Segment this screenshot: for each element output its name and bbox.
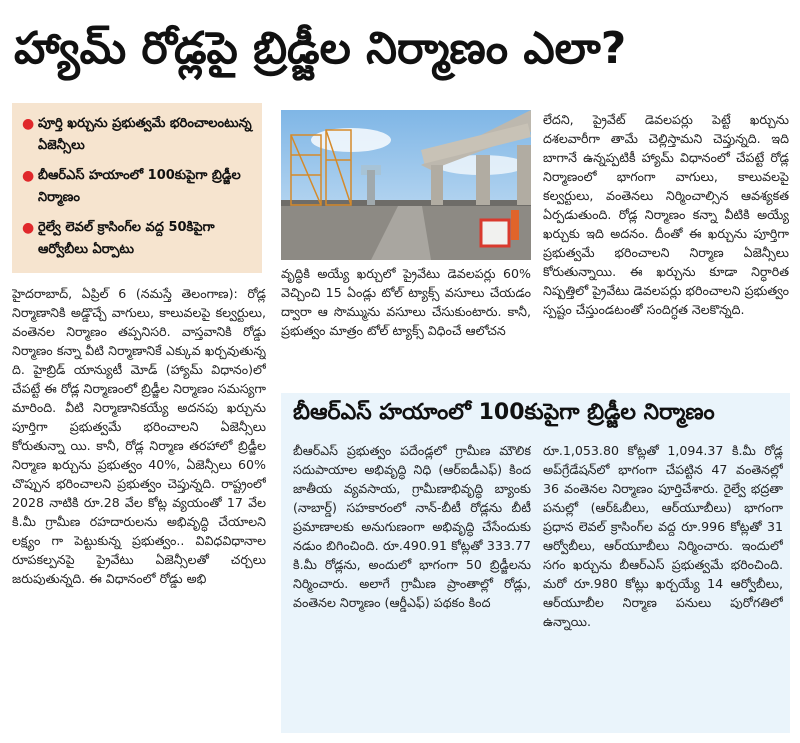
highlight-text: బీఆర్ఎస్ హయాంలో 100కుపైగా బ్రిడ్జీల నిర్మాణం (38, 168, 241, 205)
bullet-icon: ● (22, 168, 35, 184)
highlight-item (22, 113, 252, 157)
sidebar-column-1: బీఆర్ఎస్ ప్రభుత్వం పదేండ్లలో గ్రామీణ మౌలిక సదుపాయాల అభివృద్ధి నిధి (ఆర్ఐడీఎఫ్) కింద జాతీయ వ్యవసాయ, గ్రామీణాభివృద్ధి బ్యాంకు (నాబార్డ్) సహకారంలో నాన్-బీటీ రోడ్లను బీటీ ప్రమాణాలకు అనుగుణంగా అభివృద్ధి చేసేందుకు నడుం బిగించింది. రూ.490.91 కోట్లతో 333.77 కి.మీ రోడ్లను, అందులో భాగంగా 50 బ్రిడ్జీలను నిర్మించారు. అలాగే గ్రామీణ ప్రాంతాల్లో రోడ్లు, వంతెనల నిర్మాణం (ఆర్డీఎఫ్) పథకం కింద (293, 443, 531, 610)
highlight-text: రైల్వే లెవల్ క్రాసింగ్‌ల వద్ద 50కిపైగా ఆర్వోబీలు ఏర్పాటు (38, 220, 215, 257)
bullet-icon: ● (22, 220, 35, 236)
highlight-item (22, 165, 252, 209)
highlights-box (12, 103, 262, 273)
bridge-construction-photo (281, 110, 531, 260)
highlight-item (22, 217, 252, 261)
sidebar-column-2: రూ.1,053.80 కోట్లతో 1,094.37 కి.మీ రోడ్ల అప్‌గ్రేడేషన్‌లో భాగంగా చేపట్టిన 47 వంతెనల్లో 36 వంతెనల నిర్మాణం పూర్తిచేశారు. రైల్వే భద్రతా పనుల్లో (ఆర్‌ఓబీలు, ఆర్‌యూబీలు) భాగంగా ప్రధాన లెవల్ క్రాసింగ్‌ల వద్ద రూ.996 కోట్లతో 31 ఆర్వోబీలు, ఆర్‌యూబీలు నిర్మించారు. ఇందులో సగం ఖర్చును బీఆర్ఎస్ ప్రభుత్వమే భరించింది. మరో రూ.980 కోట్లు ఖర్చయ్యే 14 ఆర్వోబీలు, ఆర్‌యూబీల నిర్మాణ పనులు పురోగతిలో ఉన్నాయి. (543, 443, 783, 629)
article-column-1: హైదరాబాద్, ఏప్రిల్ 6 (నమస్తే తెలంగాణ): రోడ్ల నిర్మాణానికి అడ్డొచ్చే వాగులు, కాలువలపై కల్వర్టులు, వంతెనల నిర్మాణం తప్పనిసరి. వాస్తవానికి రోడ్డు నిర్మాణం కన్నా వీటి నిర్మాణానికే ఎక్కువ ఖర్చవుతున్న ది. హైబ్రిడ్ యాన్యుటీ మోడ్ (హ్యామ్ విధానం)లో చేపట్టే ఈ రోడ్ల నిర్మాణంలో బ్రిడ్జీల నిర్మాణం సమస్యగా మారింది. వీటి నిర్మాణానికయ్యే అదనపు ఖర్చును పూర్తిగా ప్రభుత్వమే భరించాలని ఏజెన్సీలు కోరుతున్నా యి. కానీ, రోడ్ల నిర్మాణ తరహాలో బ్రిడ్జీల నిర్మాణ ఖర్చును ప్రభుత్వం 40%, ఏజెన్సీలు 60% చొప్పున భరించాలని ప్రభుత్వం చెప్తున్నది. రాష్ట్రంలో 2028 నాటికి రూ.28 వేల కోట్ల వ్యయంతో 17 వేల కి.మీ గ్రామీణ రహదారులను అభివృద్ధి చేయాలని లక్ష్యం గా పెట్టుకున్న ప్రభుత్వం.. వివిధవిధానాల రూపకల్పనపై ప్రైవేటు ఏజెన్సీలతో చర్చలు జరుపుతున్నది. ఈ విధానంలో రోడ్డు అభి (12, 286, 266, 586)
article-column-3: లేదని, ప్రైవేట్ డెవలపర్లు పెట్టే ఖర్చును దశలవారీగా తామే చెల్లిస్తామని చెప్తున్నది. ఇది బాగానే ఉన్నప్పటికీ హ్యామ్ విధానంలో చేపట్టే రోడ్ల నిర్మాణంలో భాగంగా వాగులు, కాలువలపై కల్వర్టులు, వంతెనలు నిర్మించాల్సిన ఆవశ్యకత ఏర్పడుతుంది. రోడ్ల నిర్మాణం కన్నా వీటికి అయ్యే ఖర్చుకు ఇది అదనం. దీంతో ఈ ఖర్చును పూర్తిగా ప్రభుత్వమే భరించాలని నిర్మాణ ఏజెన్సీలు కోరుతున్నాయి. ఈ ఖర్చును కూడా నిర్ధారిత నిష్పత్తిలో ప్రైవేటు డెవలపర్లు భరించాలని ప్రభుత్వం స్పష్టం చేస్తుండటంతో సందిగ్ధత నెలకొన్నది. (543, 112, 789, 317)
article-column-2: వృద్ధికి అయ్యే ఖర్చులో ప్రైవేటు డెవలపర్లు 60% వెచ్చించి 15 ఏండ్లు టోల్ ట్యాక్స్ వసూలు చేయడం ద్వారా ఆ సొమ్మును వసూలు చేసుకుంటారు. కానీ, ప్రభుత్వం మాత్రం టోల్ ట్యాక్స్ విధించే ఆలోచన (281, 266, 531, 338)
bullet-icon: ● (22, 116, 35, 132)
headline: హ్యామ్ రోడ్లపై బ్రిడ్జీల నిర్మాణం ఎలా? (14, 23, 627, 74)
subheading: బీఆర్ఎస్ హయాంలో 100కుపైగా బ్రిడ్జీల నిర్మాణం (281, 393, 790, 433)
highlight-text: పూర్తి ఖర్చును ప్రభుత్వమే భరించాలంటున్న ఏజెన్సీలు (38, 116, 252, 153)
